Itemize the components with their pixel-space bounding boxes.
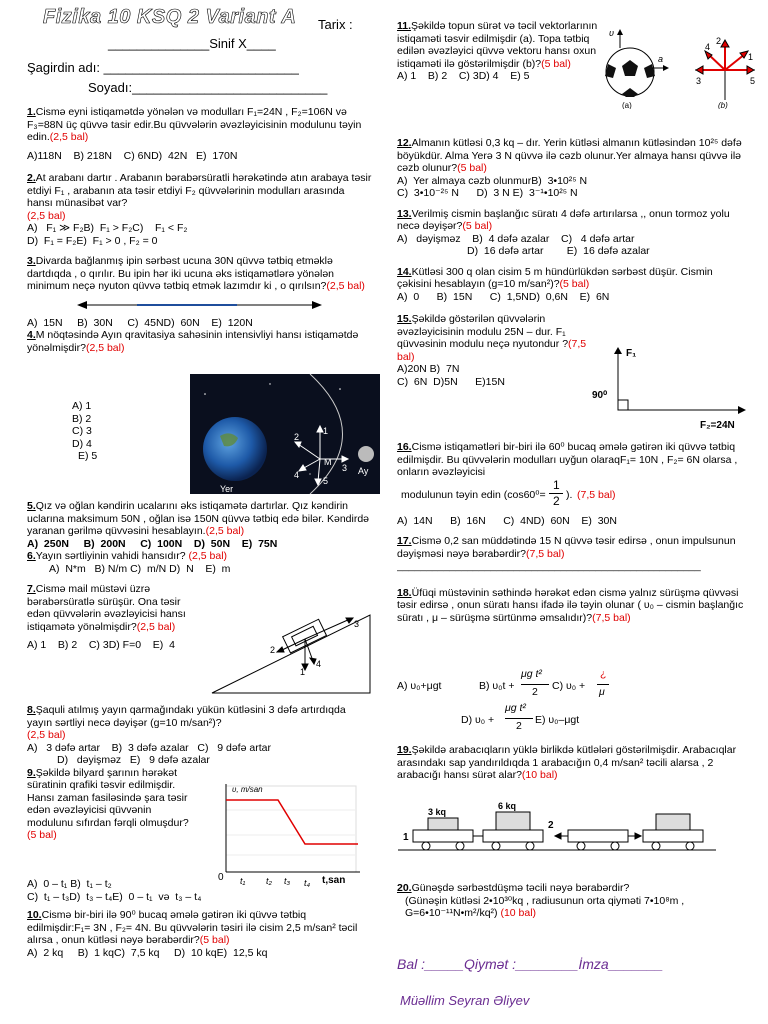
surname-label: Soyadı:___________________________ bbox=[88, 80, 328, 95]
tick-label: t₃ bbox=[284, 876, 291, 886]
moon-label: Ay bbox=[358, 466, 369, 476]
answers: A) 1 B) 2 C) 3D) F=0 E) 4 bbox=[27, 639, 175, 651]
points: (2,5 bal) bbox=[49, 131, 89, 143]
svg-text:2: 2 bbox=[294, 432, 300, 442]
points: (10 bal) bbox=[500, 907, 537, 919]
question-7 bbox=[27, 583, 187, 633]
question-1 bbox=[27, 106, 372, 144]
answers: A) dəyişməz B) 4 dəfə azalar C) 4 dəfə artar bbox=[397, 232, 635, 245]
date-label: Tarix : bbox=[318, 17, 353, 32]
question-18 bbox=[397, 587, 747, 625]
points: (2,5 bal) bbox=[326, 280, 365, 292]
answers: A)118N B) 218N C) 6ND) 42N E) 170N bbox=[27, 149, 238, 162]
answers: A) 1 B) 2 C) 3D) 4 E) 5 bbox=[397, 70, 530, 82]
question-14 bbox=[397, 266, 747, 291]
figure-a-label: (a) bbox=[622, 101, 632, 109]
points: (5 bal) bbox=[27, 829, 57, 841]
points: (2,5 bal) bbox=[27, 209, 66, 222]
tick-label: t₁ bbox=[240, 876, 246, 886]
question-text: Cismə istiqamətləri bir-biri ilə 60⁰ bucaq əmələ gətirən iki qüvvə tətbiq edilmişdir. Bu qüvvələrin modulları uyğun olaraqF₁= 10N , F₂= 6N olarsa , onların əvəzləyicisi bbox=[397, 441, 738, 478]
fraction-denominator: 2 bbox=[532, 686, 538, 698]
moon bbox=[358, 446, 374, 462]
question-number: 16. bbox=[397, 441, 412, 453]
question-12 bbox=[397, 137, 747, 175]
f2-label: F₂=24N bbox=[700, 420, 735, 431]
acceleration-label: a bbox=[658, 54, 664, 64]
question-number: 17. bbox=[397, 535, 412, 547]
answers: A) Yer almaya cəzb olunmurB) 3•10²⁵ N bbox=[397, 174, 588, 187]
fraction-bar bbox=[521, 684, 549, 685]
question-text: M nöqtəsində Ayın qravitasiya sahəsinin intensivliyi hansı istiqamətdə yönəlmişdir? bbox=[27, 329, 359, 354]
fraction-denominator: 2 bbox=[516, 720, 522, 732]
svg-text:5: 5 bbox=[323, 476, 329, 486]
question-text: Cismə 0,2 san müddətində 15 N qüvvə təsir edirsə , onun impulsunun dəyişməsi nəyə bərabərdir? bbox=[397, 535, 736, 560]
question-number: 20. bbox=[397, 882, 412, 894]
choice: C) 3 bbox=[72, 425, 92, 437]
angle-label: 90⁰ bbox=[592, 390, 608, 401]
question-9 bbox=[27, 767, 197, 842]
answers: A) 15N B) 30N C) 45ND) 60N E) 120N bbox=[27, 316, 253, 329]
question-number: 9. bbox=[27, 766, 36, 779]
question-8 bbox=[27, 704, 372, 742]
right-column-4 bbox=[397, 744, 747, 782]
x-axis-label: t,san bbox=[322, 875, 346, 886]
points: (2,5 bal) bbox=[205, 525, 245, 537]
question-2 bbox=[27, 172, 372, 222]
question-text: Şəkildə bilyard şarının hərəkət süratinin qrafiki təsvir edilmişdir. Hansı zaman fasiləsində şara təsir edən əvəzləyicisi qüvvənin modulunu sıfırdan fərqli olmuşdur? bbox=[27, 766, 189, 829]
question-20 bbox=[397, 882, 747, 895]
svg-text:3: 3 bbox=[696, 76, 702, 86]
question-text: At arabanı dartır . Arabanın bərabərsüratli hərəkətində atın arabaya təsir etdiyi F₁ , arabanın ata təsir etdiyi F₂ qüvvələrinin modulları arasında hansı münasibət var? bbox=[27, 172, 372, 209]
svg-text:4: 4 bbox=[705, 42, 711, 52]
earth bbox=[203, 417, 267, 481]
ball-figure bbox=[600, 24, 760, 109]
question-text: Qız və oğlan kəndirin ucalarını əks istiqamətə dartırlar. Qız kəndirin uclarına maksimum 50N , oğlan isə 150N qüvvə tətbiq edə bilər. Kəndirdə yaranan gərilmə qüvvəsini hesablayın. bbox=[27, 500, 370, 537]
mass-2-label: 6 kq bbox=[498, 801, 517, 811]
question-text: Divarda bağlanmış ipin sərbəst ucuna 30N qüvvə tətbiq etməklə dartdıqda , o qırılır. Bu ipin hər iki ucuna əks istiqamətlərə yönələn minimum neçə nyuton qüvvə tətbiq etmək lazımdır ki , o qırılsın? bbox=[27, 255, 335, 292]
answers: C) t₁ – t₃D) t₃ – t₄E) 0 – t₁ və t₃ – t₄ bbox=[27, 890, 202, 903]
points: (5 bal) bbox=[559, 278, 590, 290]
right-column-5 bbox=[397, 882, 747, 920]
question-number: 18. bbox=[397, 586, 412, 599]
answers: C) 6N D)5N E)15N bbox=[397, 375, 505, 388]
svg-text:3: 3 bbox=[342, 463, 348, 473]
answers: A) F₁ ≫ F₂B) F₁ > F₂C) F₁ < F₂ bbox=[27, 222, 188, 234]
points: (5 bal) bbox=[541, 57, 571, 70]
question-text: Almanın kütləsi 0,3 kq – dır. Yerin kütləsi almanın kütləsindən 10²⁵ dəfə böyükdür. Alma Yerə 3 N qüvvə ilə cəzb olunur.Yer almaya hansı qüvvə ilə cəzb olunur? bbox=[397, 137, 742, 174]
tick-label: t₄ bbox=[304, 878, 311, 888]
question-number: 8. bbox=[27, 704, 36, 716]
points: (7,5 bal) bbox=[397, 338, 587, 363]
question-text: Şəkildə arabacıqların yüklə birlikdə kütlələri göstərilmişdir. Arabacıqlar arasındakı sap yandırıldıqda 1 arabacığın 0,4 m/san² təcili alarsa , 2 arabacığı hansı sürət alar? bbox=[397, 744, 737, 781]
question-number: 6. bbox=[27, 550, 36, 562]
question-number: 10. bbox=[27, 909, 42, 921]
student-name-label: Şagirdin adı: ___________________________ bbox=[27, 60, 299, 75]
svg-text:1: 1 bbox=[300, 667, 306, 677]
left-column bbox=[27, 106, 372, 354]
answers: A) 14N B) 16N C) 4ND) 60N E) 30N bbox=[397, 514, 617, 527]
question-text: Şəkildə topun sürət və təcil vektorlarının istiqaməti təsvir edilmişdir (a). Topa tətbiq edilən əvəzləyici qüvvə vektoru hansı oxun istiqaməti ilə göstərilmişdir (b)? bbox=[397, 20, 598, 70]
answer-a: A) υ₀+μgt bbox=[397, 680, 442, 692]
question-6 bbox=[27, 550, 372, 563]
question-number: 13. bbox=[397, 207, 412, 220]
question-text: Şəkildə göstərilən qüvvələrin əvəzləyicisinin modulu 25N – dur. F₁ qüvvəsinin modulu neçə nyutondur ? bbox=[397, 313, 569, 350]
question-11 bbox=[397, 20, 607, 70]
tick-label: t₂ bbox=[266, 876, 272, 886]
choice: A) 1 bbox=[72, 400, 92, 412]
points: (7,5 bal) bbox=[577, 488, 616, 501]
earth-label: Yer bbox=[220, 484, 234, 494]
cart-1-label: 1 bbox=[403, 832, 409, 843]
question-15 bbox=[397, 313, 597, 363]
velocity-label: υ bbox=[609, 28, 614, 38]
incline-diagram bbox=[210, 605, 375, 695]
question-10 bbox=[27, 909, 372, 947]
choice: E) 5 bbox=[78, 450, 98, 462]
question-17 bbox=[397, 535, 747, 560]
fraction-denominator: μ bbox=[599, 686, 605, 698]
question-text: Kütləsi 300 q olan cisim 5 m hündürlükdən sərbəst düşür. Cismin çəkisini hesablayın (g=10 m/san²)? bbox=[397, 265, 713, 290]
fraction-numerator: μg t² bbox=[505, 702, 526, 714]
figure-b-label: (b) bbox=[718, 101, 728, 109]
left-column-end bbox=[27, 878, 372, 959]
answers: D) dəyişməz E) 9 dəfə azalar bbox=[57, 754, 210, 766]
svg-text:4: 4 bbox=[316, 659, 322, 669]
velocity-line bbox=[226, 800, 358, 844]
question-text: Cismə bir-biri ilə 90⁰ bucaq əmələ gətirən iki qüvvə tətbiq edilmişdir:F₁= 3N , F₂= 4N. Bu qüvvələrin təsiri ilə cisim 2,5 m/san² təcil alırsa , onun kütləsi nəyə bərabərdir? bbox=[27, 909, 358, 946]
mass-1-label: 3 kq bbox=[428, 807, 447, 817]
svg-text:2: 2 bbox=[270, 645, 276, 655]
fraction-denominator: 2 bbox=[553, 493, 560, 508]
y-axis-label: υ, m/san bbox=[232, 785, 263, 794]
question-4 bbox=[27, 329, 372, 354]
fraction-bar bbox=[505, 718, 533, 719]
svg-text:3: 3 bbox=[354, 619, 360, 629]
answers: A) 3 dəfə artar B) 3 dəfə azalar C) 9 dəfə artar bbox=[27, 741, 271, 754]
question-16 bbox=[397, 441, 747, 479]
answer-d: D) υ₀ + bbox=[461, 714, 495, 726]
points: (7,5 bal) bbox=[525, 547, 565, 560]
question-number: 12. bbox=[397, 137, 412, 149]
question-number: 3. bbox=[27, 255, 36, 267]
page-title: Fizika 10 KSQ 2 Variant A bbox=[43, 6, 297, 28]
f1-label: F₁ bbox=[626, 348, 637, 359]
fraction-numerator: ¿ bbox=[600, 668, 607, 680]
question-text: Şaquli atılmış yayın qarmağındakı yükün kütləsini 3 dəfə artırdıqda yayın sərtliyi necə dəyişər (g=10 m/san²)? bbox=[27, 704, 346, 729]
question-text: Verilmiş cismin başlanğıc süratı 4 dəfə artırılarsa ,, onun tormoz yolu necə dəyişər? bbox=[397, 207, 730, 232]
points: (7,5 bal) bbox=[592, 611, 631, 624]
question-number: 15. bbox=[397, 313, 412, 325]
choice: B) 2 bbox=[72, 412, 92, 425]
question-text: Günəşdə sərbəstdüşmə təcili nəyə bərabərdir? bbox=[411, 882, 630, 894]
answers: D) F₁ = F₂E) F₁ > 0 , F₂ = 0 bbox=[27, 234, 158, 247]
points: (5 bal) bbox=[462, 220, 493, 232]
answers: A) 0 – t₁ B) t₁ – t₂ bbox=[27, 878, 112, 890]
question-text: Yayın sərtliyinin vahidi hansıdır? bbox=[35, 550, 186, 562]
choice: D) 4 bbox=[72, 437, 92, 450]
points: (5 bal) bbox=[199, 934, 230, 946]
score-line: Bal :_____Qiymət :________İmza_______ bbox=[397, 956, 664, 972]
fraction-bar bbox=[597, 684, 609, 685]
question-20-data bbox=[405, 895, 747, 920]
question-text: (Günəşin kütləsi 2•10³⁰kq , radiusunun orta qiyməti 7•10⁸m , G=6•10⁻¹¹N•m²/kq²) bbox=[405, 894, 685, 919]
formula-text: ). bbox=[566, 488, 573, 501]
question-number: 4. bbox=[27, 329, 36, 341]
question-number: 11. bbox=[397, 20, 412, 32]
earth-moon-image bbox=[190, 374, 380, 494]
question-5 bbox=[27, 500, 372, 538]
cart-2-label: 2 bbox=[548, 820, 554, 831]
carts-diagram bbox=[398, 800, 718, 862]
origin-label: 0 bbox=[218, 872, 224, 883]
points: (2,5 bal) bbox=[85, 341, 125, 354]
answers: C) 3•10⁻²⁵ N D) 3 N E) 3⁻¹•10²⁵ N bbox=[397, 187, 578, 199]
formula-text: modulunun təyin edin (cos60⁰= bbox=[401, 488, 546, 501]
answers: A)20N B) 7N bbox=[397, 363, 460, 375]
answers: A) N*m B) N/m C) m/N D) N E) m bbox=[49, 562, 231, 575]
question-number: 1. bbox=[27, 106, 36, 118]
svg-text:5: 5 bbox=[750, 76, 756, 86]
question-number: 5. bbox=[27, 500, 36, 512]
teacher-name: Müəllim Seyran Əliyev bbox=[400, 993, 530, 1008]
fraction-numerator: μg t² bbox=[521, 668, 542, 680]
points: (2,5 bal) bbox=[27, 729, 66, 741]
answers: A) 2 kq B) 1 kqC) 7,5 kq D) 10 kqE) 12,5 kq bbox=[27, 946, 268, 959]
answers: D) 16 dəfə artar E) 16 dəfə azalar bbox=[467, 245, 650, 257]
question-number: 2. bbox=[27, 172, 36, 184]
q4-choices bbox=[72, 400, 97, 463]
question-13 bbox=[397, 208, 747, 233]
points: (5 bal) bbox=[457, 162, 487, 174]
svg-text:2: 2 bbox=[716, 36, 722, 46]
svg-text:1: 1 bbox=[748, 52, 754, 62]
points: (2,5 bal) bbox=[188, 550, 228, 562]
forces-diagram bbox=[590, 342, 755, 432]
q16-formula bbox=[401, 479, 747, 509]
question-number: 14. bbox=[397, 265, 412, 278]
point-label: M bbox=[324, 457, 332, 467]
answers: A) 250N B) 200N C) 100N D) 50N E) 75N bbox=[27, 537, 278, 550]
class-label: ______________Sinif X____ bbox=[108, 36, 276, 51]
q18-answers bbox=[397, 668, 747, 732]
points: (2,5 bal) bbox=[136, 620, 176, 633]
svg-text:4: 4 bbox=[294, 470, 300, 480]
question-3 bbox=[27, 255, 372, 293]
fraction-numerator: 1 bbox=[553, 477, 560, 492]
velocity-graph bbox=[210, 780, 370, 890]
question-text: Cismə eyni istiqamətdə yönələn və modulları F₁=24N , F₂=106N və F₃=88N üç qüvvə tasir edir.Bu qüvvələrin əvəzləyicisinin modulunu təyin edin. bbox=[27, 106, 362, 143]
svg-text:1: 1 bbox=[323, 426, 329, 436]
question-number: 19. bbox=[397, 744, 412, 756]
question-number: 7. bbox=[27, 583, 36, 595]
answer-line: ____________________________________________________ bbox=[397, 560, 701, 572]
rope-diagram bbox=[27, 297, 372, 313]
answer-c: C) υ₀ + bbox=[552, 680, 586, 692]
right-column-3 bbox=[397, 441, 747, 624]
question-text: Üfüqi müstəvinin səthində hərəkət edən cismə yalnız sürüşmə qüvvəsi təsir edirsə , onun süratı hansı ifadə ilə təyin olunar ( υ₀ – cismin başlanğıc süratı , μ – sürüşmə sürtünmə əmsalıdır)? bbox=[397, 586, 744, 624]
question-19 bbox=[397, 744, 747, 782]
question-text: Cismə mail müstəvi üzrə bərabərsüratlə sürüşür. Ona təsir edən qüvvələrin əvəzləyicisi hansı istiqamətə yönəlmişdir? bbox=[27, 583, 186, 633]
answers: A) 0 B) 15N C) 1,5ND) 0,6N E) 6N bbox=[397, 290, 610, 303]
answer-e: E) υ₀–μgt bbox=[535, 714, 580, 726]
points: (10 bal) bbox=[521, 769, 558, 781]
answer-b: B) υ₀t + bbox=[479, 680, 515, 692]
